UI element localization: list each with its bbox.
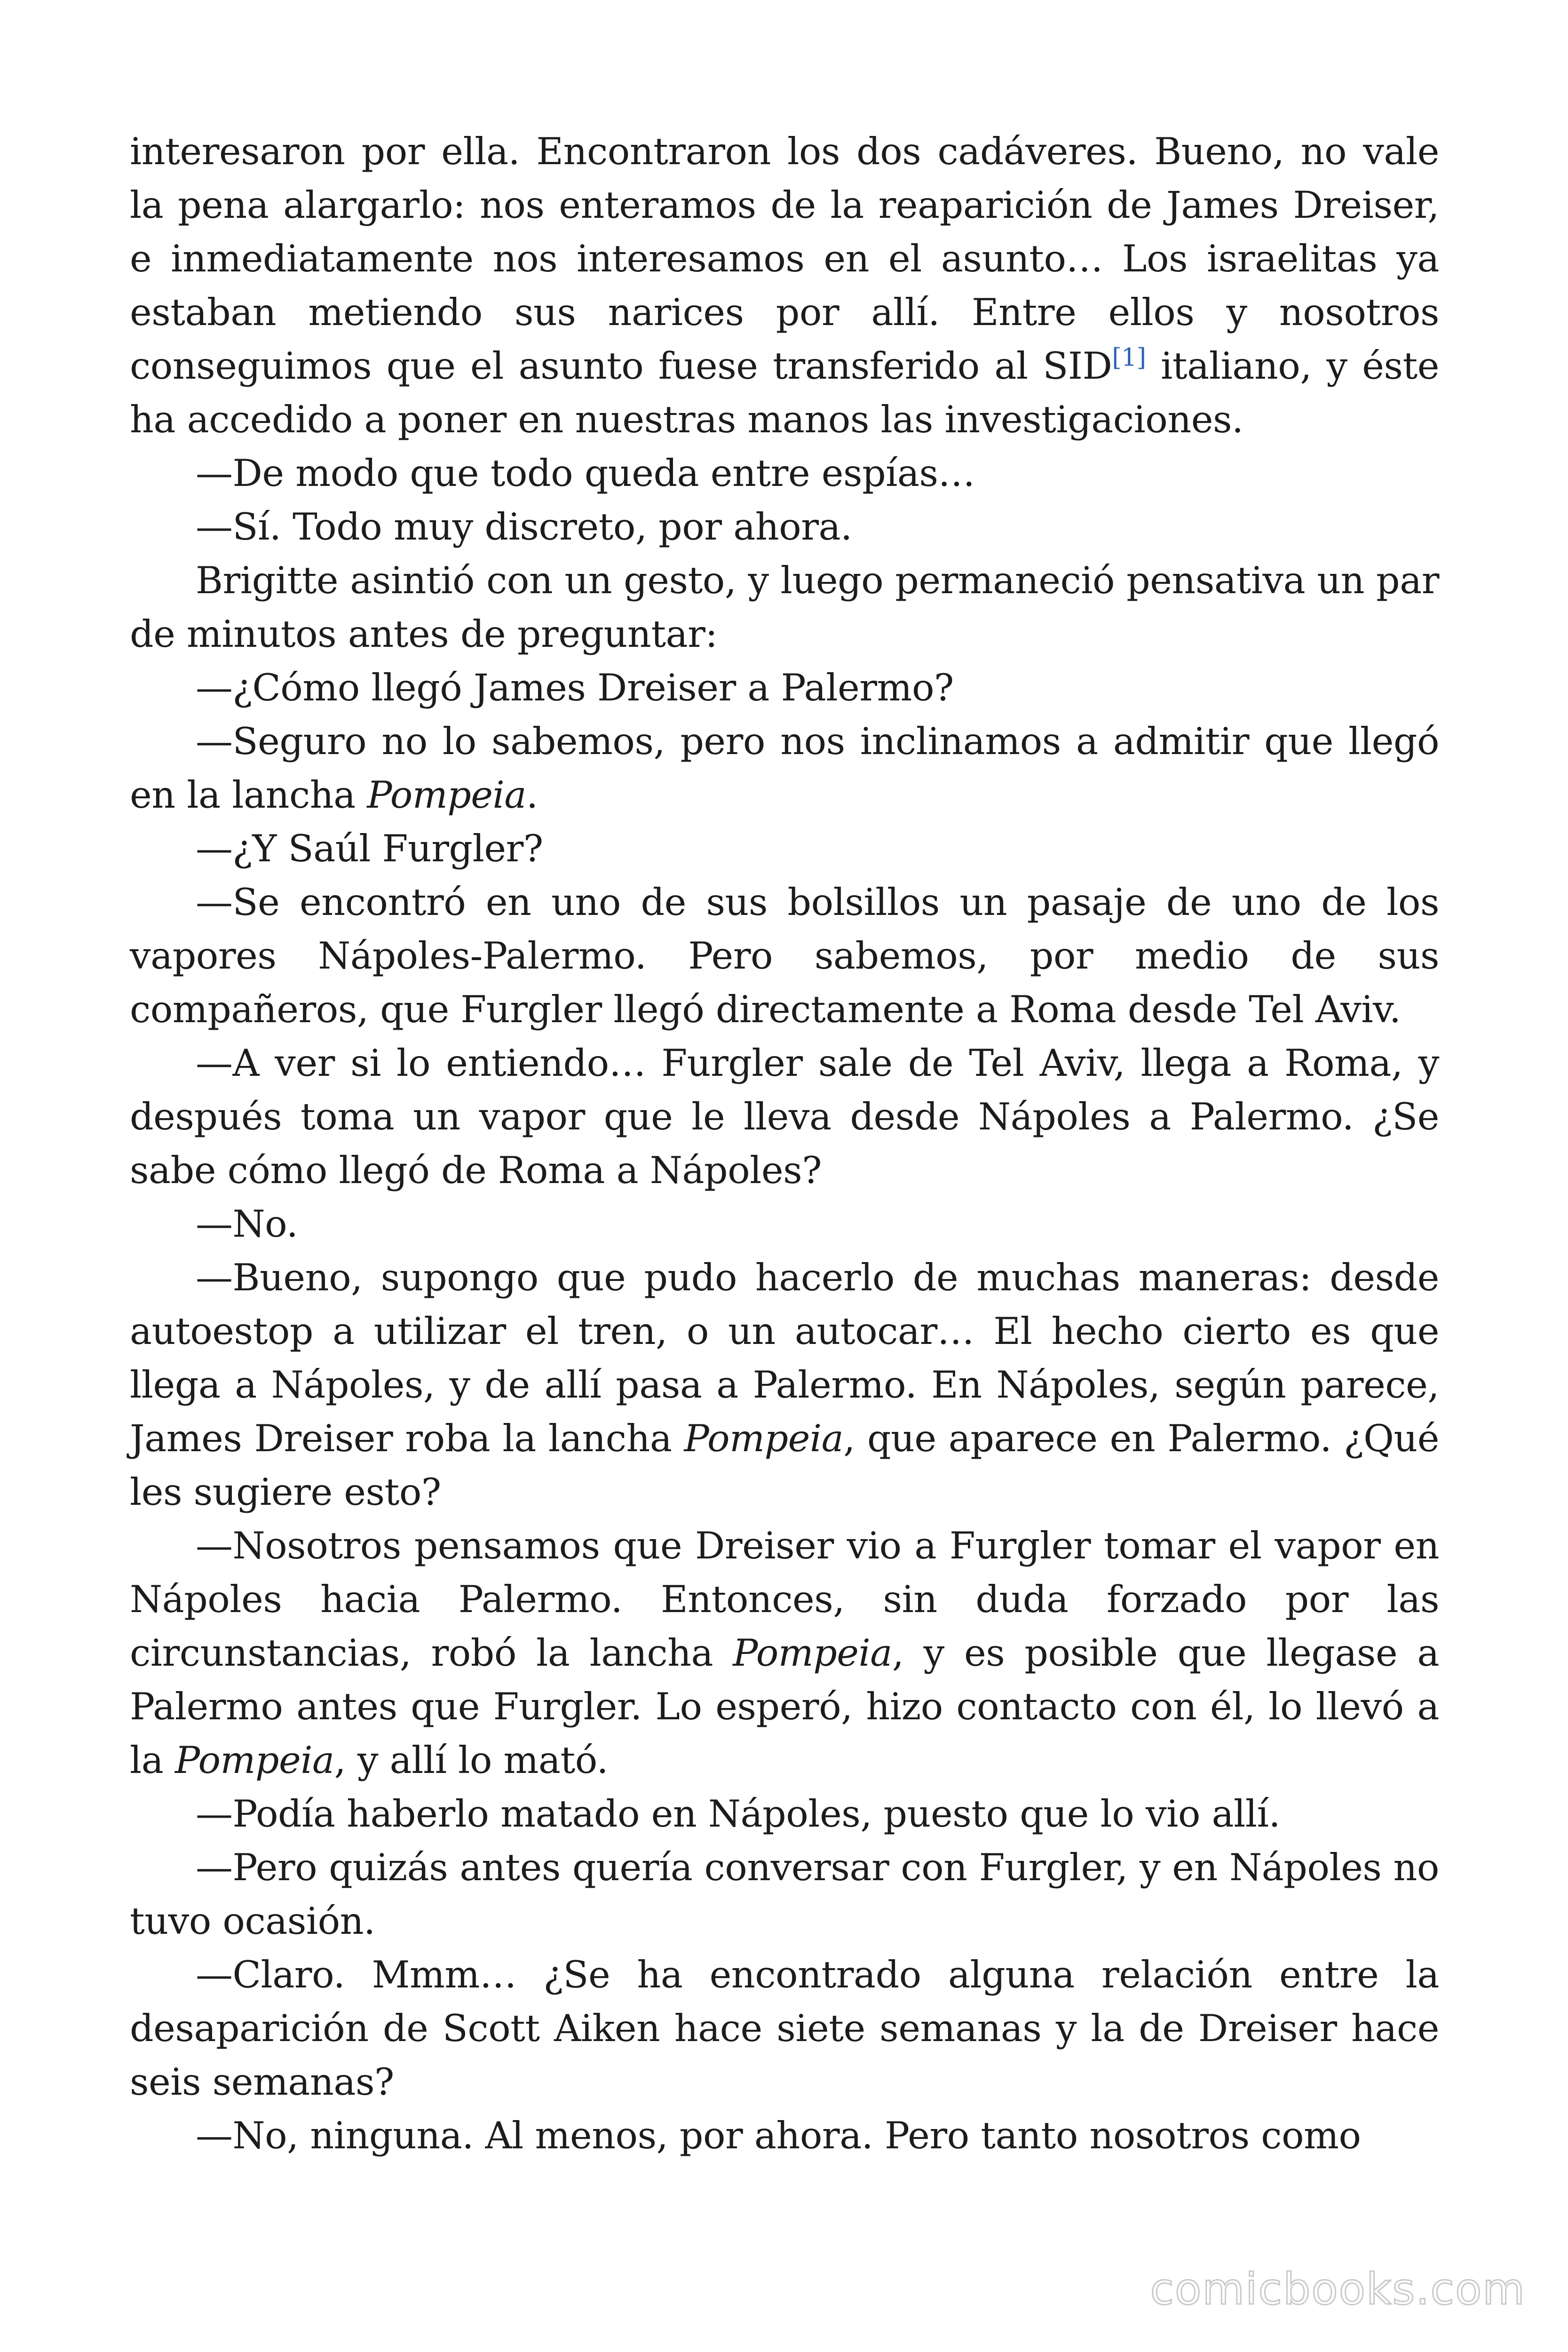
paragraph [130,1036,1439,1197]
paragraph [130,1519,1439,1787]
paragraph [130,125,1439,446]
paragraph-text: italiano, y éste ha accedido a poner en nuestras manos las investigaciones. [130,344,1439,441]
paragraph-text: —A ver si lo entiendo… Furgler sale de Tel Aviv, llega a Roma, y después toma un vapor que le lleva desde Nápoles a Palermo. ¿Se sabe cómo llegó de Roma a Nápoles? [130,1041,1439,1192]
footnote-link[interactable]: [1] [1112,343,1146,372]
paragraph-text: Brigitte asintió con un gesto, y luego permaneció pensativa un par de minutos antes de preguntar: [130,559,1439,656]
paragraph [130,500,1439,554]
paragraph [130,1948,1439,2109]
italic-text: Pompeia [174,1739,334,1782]
italic-text: Pompeia [733,1631,892,1675]
paragraph-text: —¿Cómo llegó James Dreiser a Palermo? [196,666,954,709]
paragraph-text: —¿Y Saúl Furgler? [196,827,543,870]
paragraph [130,446,1439,500]
paragraph-text: interesaron por ella. Encontraron los dos cadáveres. Bueno, no vale la pena alargarlo: nos enteramos de la reaparición de James Dreiser, e inmediatamente nos interesamos en el asunto… Los israelitas ya estaban metiendo sus narices por allí. Entre ellos y nosotros conseguimos que el asunto fuese transferido al SID [130,130,1439,388]
watermark: comicbooks.com [1150,2264,1526,2314]
paragraph-text: —Seguro no lo sabemos, pero nos inclinamos a admitir que llegó en la lancha [130,720,1439,817]
paragraph-text: —Nosotros pensamos que Dreiser vio a Furgler tomar el vapor en Nápoles hacia Palermo. Entonces, sin duda forzado por las circunstancias, robó la lancha [130,1524,1439,1675]
paragraph-text: —Se encontró en uno de sus bolsillos un pasaje de uno de los vapores Nápoles-Palermo. Pero sabemos, por medio de sus compañeros, que Furgler llegó directamente a Roma desde Tel Aviv. [130,881,1439,1031]
paragraph [130,1251,1439,1519]
book-page-body [130,125,1439,2162]
paragraph [130,822,1439,875]
paragraph [130,1787,1439,1841]
paragraph-text: —Sí. Todo muy discreto, por ahora. [196,505,852,548]
paragraph-text: —De modo que todo queda entre espías… [196,452,975,495]
paragraph-text: . [526,773,538,817]
italic-text: Pompeia [367,773,526,817]
paragraph-text: —Pero quizás antes quería conversar con Furgler, y en Nápoles no tuvo ocasión. [130,1846,1439,1943]
paragraph-text: —Bueno, supongo que pudo hacerlo de muchas maneras: desde autoestop a utilizar el tren, o un autocar… El hecho cierto es que llega a Nápoles, y de allí pasa a Palermo. En Nápoles, según parece, James Dreiser roba la lancha [130,1256,1439,1460]
paragraph [130,661,1439,715]
paragraph-text: —Podía haberlo matado en Nápoles, puesto que lo vio allí. [196,1792,1281,1836]
paragraph [130,554,1439,661]
paragraph-text: , y es posible que llegase a Palermo antes que Furgler. Lo esperó, hizo contacto con él, lo llevó a la [130,1631,1439,1782]
paragraph [130,715,1439,822]
paragraph-text: , que aparece en Palermo. ¿Qué les sugiere esto? [130,1417,1439,1514]
paragraph-text: —No. [196,1202,298,1246]
italic-text: Pompeia [684,1417,844,1460]
paragraph [130,1197,1439,1251]
paragraph-text: , y allí lo mató. [334,1739,609,1782]
paragraph [130,1841,1439,1948]
paragraph-text: —No, ninguna. Al menos, por ahora. Pero tanto nosotros como [196,2114,1361,2157]
paragraph-text: —Claro. Mmm… ¿Se ha encontrado alguna relación entre la desaparición de Scott Aiken hace siete semanas y la de Dreiser hace seis semanas? [130,1953,1439,2104]
paragraph [130,875,1439,1036]
paragraph [130,2109,1439,2162]
